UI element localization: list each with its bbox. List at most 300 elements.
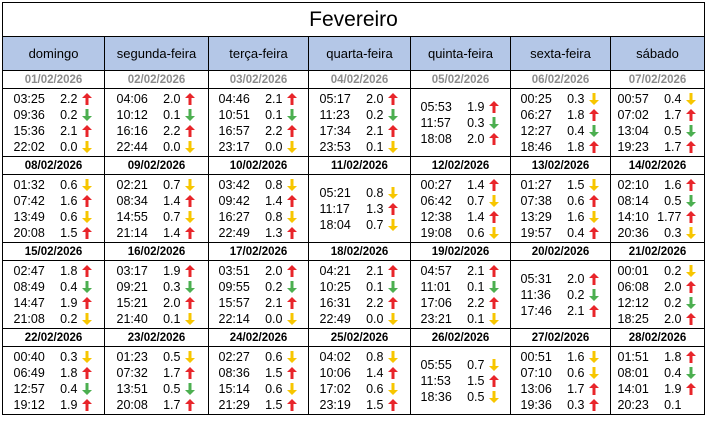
tide-time: 05:31 bbox=[520, 271, 552, 286]
tide-entry bbox=[421, 295, 501, 311]
tide-height: 0.2 bbox=[567, 287, 585, 302]
tide-height: 0.7 bbox=[467, 357, 485, 372]
tide-height: 2.1 bbox=[567, 303, 585, 318]
tide-entry bbox=[117, 91, 197, 107]
tide-time: 22:49 bbox=[218, 225, 250, 240]
arrow-up-icon bbox=[185, 399, 195, 411]
tide-time: 14:47 bbox=[13, 295, 45, 310]
date-label: 23/02/2026 bbox=[105, 329, 209, 347]
tide-entry bbox=[219, 365, 299, 381]
arrow-up-icon bbox=[388, 93, 398, 105]
tide-entry bbox=[521, 349, 601, 365]
tide-height: 1.8 bbox=[567, 139, 585, 154]
arrow-down-icon bbox=[82, 211, 92, 223]
tide-height: 2.0 bbox=[163, 295, 181, 310]
tide-height: 0.6 bbox=[567, 365, 585, 380]
tide-entry bbox=[618, 193, 698, 209]
tide-height: 2.0 bbox=[163, 91, 181, 106]
arrow-up-icon bbox=[287, 93, 297, 105]
tide-height: 2.2 bbox=[60, 91, 78, 106]
tide-entry bbox=[219, 107, 299, 123]
tide-time: 09:21 bbox=[116, 279, 148, 294]
tide-height: 2.0 bbox=[664, 311, 682, 326]
arrow-down-icon bbox=[185, 351, 195, 363]
arrow-down-icon bbox=[185, 281, 195, 293]
tide-time: 04:21 bbox=[319, 263, 351, 278]
tide-time: 18:36 bbox=[420, 389, 452, 404]
tide-entry bbox=[117, 349, 197, 365]
tide-height: 1.8 bbox=[567, 107, 585, 122]
tide-time: 21:29 bbox=[218, 397, 250, 412]
arrow-up-icon bbox=[82, 399, 92, 411]
arrow-up-icon bbox=[388, 297, 398, 309]
tide-list bbox=[521, 349, 601, 413]
tide-entry bbox=[421, 389, 501, 405]
date-label: 25/02/2026 bbox=[309, 329, 411, 347]
tide-height: 1.9 bbox=[163, 263, 181, 278]
tide-entry bbox=[219, 139, 299, 155]
tide-height: 1.8 bbox=[60, 365, 78, 380]
tide-height: 1.6 bbox=[60, 193, 78, 208]
tide-time: 05:55 bbox=[420, 357, 452, 372]
date-label: 01/02/2026 bbox=[3, 71, 105, 89]
tide-time: 07:42 bbox=[13, 193, 45, 208]
tide-time: 08:49 bbox=[13, 279, 45, 294]
tide-time: 23:53 bbox=[319, 139, 351, 154]
tide-entry bbox=[618, 279, 698, 295]
arrow-up-icon bbox=[388, 203, 398, 215]
arrow-down-icon bbox=[287, 211, 297, 223]
arrow-up-icon bbox=[589, 305, 599, 317]
tide-entry bbox=[14, 295, 94, 311]
tide-entry bbox=[421, 115, 501, 131]
tide-entry bbox=[320, 381, 400, 397]
arrow-up-icon bbox=[589, 141, 599, 153]
tide-entry bbox=[521, 123, 601, 139]
tide-time: 18:08 bbox=[420, 131, 452, 146]
tide-list bbox=[521, 177, 601, 241]
tide-height: 2.1 bbox=[366, 263, 384, 278]
date-label: 06/02/2026 bbox=[511, 71, 611, 89]
tide-entry bbox=[320, 185, 400, 201]
tide-list bbox=[521, 271, 601, 319]
tide-height: 0.4 bbox=[567, 123, 585, 138]
arrow-up-icon bbox=[686, 141, 696, 153]
tide-time: 09:36 bbox=[13, 107, 45, 122]
tide-entry bbox=[421, 263, 501, 279]
tide-entry bbox=[117, 381, 197, 397]
tide-entry bbox=[320, 295, 400, 311]
tide-entry bbox=[618, 349, 698, 365]
tide-entry bbox=[421, 99, 501, 115]
arrow-down-icon bbox=[686, 227, 696, 239]
tide-height: 1.9 bbox=[467, 99, 485, 114]
tide-height: 0.5 bbox=[163, 381, 181, 396]
tide-time: 22:49 bbox=[319, 311, 351, 326]
tide-time: 14:01 bbox=[617, 381, 649, 396]
tide-list bbox=[14, 177, 94, 241]
date-label: 15/02/2026 bbox=[3, 243, 105, 261]
weekday-header: terça-feira bbox=[209, 37, 309, 71]
arrow-down-icon bbox=[287, 109, 297, 121]
day-cell bbox=[611, 89, 705, 157]
date-label: 07/02/2026 bbox=[611, 71, 705, 89]
arrow-up-icon bbox=[185, 297, 195, 309]
arrow-up-icon bbox=[589, 399, 599, 411]
tide-height: 0.1 bbox=[366, 139, 384, 154]
tide-time: 17:06 bbox=[420, 295, 452, 310]
day-cell bbox=[411, 175, 511, 243]
tide-entry bbox=[618, 263, 698, 279]
arrow-up-icon bbox=[185, 125, 195, 137]
arrow-up-icon bbox=[82, 125, 92, 137]
arrow-down-icon bbox=[489, 195, 499, 207]
arrow-down-icon bbox=[388, 109, 398, 121]
tide-height: 1.4 bbox=[163, 225, 181, 240]
day-cell bbox=[3, 347, 105, 415]
tide-entry bbox=[219, 193, 299, 209]
tide-calendar bbox=[2, 2, 704, 415]
tide-entry bbox=[219, 397, 299, 413]
tide-time: 08:34 bbox=[116, 193, 148, 208]
tide-height: 2.2 bbox=[467, 295, 485, 310]
arrow-down-icon bbox=[686, 195, 696, 207]
tide-entry bbox=[320, 365, 400, 381]
tide-entry bbox=[219, 177, 299, 193]
tide-entry bbox=[521, 209, 601, 225]
tide-entry bbox=[618, 225, 698, 241]
tide-time: 23:19 bbox=[319, 397, 351, 412]
tide-list bbox=[117, 177, 197, 241]
tide-entry bbox=[219, 263, 299, 279]
day-cell bbox=[209, 175, 309, 243]
day-cell bbox=[3, 175, 105, 243]
arrow-down-icon bbox=[686, 297, 696, 309]
weekday-header: sexta-feira bbox=[511, 37, 611, 71]
tide-list bbox=[320, 91, 400, 155]
tide-height: 0.2 bbox=[664, 263, 682, 278]
arrow-up-icon bbox=[489, 265, 499, 277]
tide-height: 1.8 bbox=[60, 263, 78, 278]
tide-time: 16:27 bbox=[218, 209, 250, 224]
date-label: 13/02/2026 bbox=[511, 157, 611, 175]
tide-height: 0.6 bbox=[567, 193, 585, 208]
tide-height: 0.5 bbox=[163, 349, 181, 364]
day-cell bbox=[411, 347, 511, 415]
tide-entry bbox=[219, 209, 299, 225]
tide-list bbox=[117, 349, 197, 413]
tide-time: 15:36 bbox=[13, 123, 45, 138]
tide-entry bbox=[618, 123, 698, 139]
arrow-down-icon bbox=[185, 179, 195, 191]
tide-table bbox=[2, 2, 705, 415]
date-label: 26/02/2026 bbox=[411, 329, 511, 347]
arrow-up-icon bbox=[388, 265, 398, 277]
tide-height: 0.1 bbox=[265, 107, 283, 122]
date-label: 24/02/2026 bbox=[209, 329, 309, 347]
tide-entry bbox=[14, 263, 94, 279]
tide-height: 0.1 bbox=[664, 397, 682, 412]
arrow-up-icon bbox=[489, 133, 499, 145]
tide-time: 05:53 bbox=[420, 99, 452, 114]
arrow-up-icon bbox=[82, 227, 92, 239]
arrow-up-icon bbox=[287, 399, 297, 411]
tide-height: 2.0 bbox=[467, 131, 485, 146]
tide-height: 0.8 bbox=[265, 209, 283, 224]
tide-time: 15:14 bbox=[218, 381, 250, 396]
tide-height: 0.4 bbox=[664, 365, 682, 380]
tide-time: 16:16 bbox=[116, 123, 148, 138]
tide-entry bbox=[320, 263, 400, 279]
arrow-up-icon bbox=[686, 211, 696, 223]
tide-height: 1.6 bbox=[567, 349, 585, 364]
tide-entry bbox=[320, 397, 400, 413]
tide-entry bbox=[320, 279, 400, 295]
tide-time: 22:44 bbox=[116, 139, 148, 154]
tide-entry bbox=[117, 397, 197, 413]
arrow-up-icon bbox=[489, 179, 499, 191]
tide-time: 20:36 bbox=[617, 225, 649, 240]
tide-entry bbox=[618, 209, 698, 225]
date-label: 04/02/2026 bbox=[309, 71, 411, 89]
arrow-up-icon bbox=[287, 195, 297, 207]
tide-height: 0.4 bbox=[60, 279, 78, 294]
tide-time: 04:06 bbox=[116, 91, 148, 106]
arrow-up-icon bbox=[82, 93, 92, 105]
tide-height: 0.2 bbox=[60, 107, 78, 122]
tide-entry bbox=[421, 193, 501, 209]
date-label: 18/02/2026 bbox=[309, 243, 411, 261]
tide-time: 22:14 bbox=[218, 311, 250, 326]
arrow-down-icon bbox=[185, 211, 195, 223]
arrow-down-icon bbox=[686, 93, 696, 105]
tide-time: 02:47 bbox=[13, 263, 45, 278]
tide-time: 00:40 bbox=[13, 349, 45, 364]
tide-height: 0.0 bbox=[265, 139, 283, 154]
tide-entry bbox=[320, 349, 400, 365]
tide-entry bbox=[320, 91, 400, 107]
arrow-down-icon bbox=[489, 227, 499, 239]
tide-entry bbox=[521, 397, 601, 413]
tide-entry bbox=[14, 349, 94, 365]
day-cell bbox=[209, 347, 309, 415]
tide-height: 0.3 bbox=[60, 349, 78, 364]
tide-entry bbox=[618, 91, 698, 107]
tide-height: 0.4 bbox=[60, 381, 78, 396]
tide-height: 1.4 bbox=[366, 365, 384, 380]
arrow-up-icon bbox=[489, 211, 499, 223]
day-cell bbox=[105, 261, 209, 329]
tide-time: 19:57 bbox=[520, 225, 552, 240]
tide-entry bbox=[618, 295, 698, 311]
arrow-down-icon bbox=[589, 289, 599, 301]
tide-entry bbox=[421, 131, 501, 147]
tide-time: 18:46 bbox=[520, 139, 552, 154]
tide-time: 10:12 bbox=[116, 107, 148, 122]
tide-time: 19:23 bbox=[617, 139, 649, 154]
tide-time: 21:40 bbox=[116, 311, 148, 326]
tide-time: 00:27 bbox=[420, 177, 452, 192]
date-label: 03/02/2026 bbox=[209, 71, 309, 89]
tide-entry bbox=[521, 271, 601, 287]
tide-time: 02:27 bbox=[218, 349, 250, 364]
date-label: 19/02/2026 bbox=[411, 243, 511, 261]
arrow-up-icon bbox=[287, 367, 297, 379]
tide-height: 1.5 bbox=[265, 365, 283, 380]
tide-height: 0.1 bbox=[467, 311, 485, 326]
tide-entry bbox=[117, 107, 197, 123]
arrow-up-icon bbox=[388, 367, 398, 379]
tide-list bbox=[14, 91, 94, 155]
tide-height: 0.8 bbox=[366, 185, 384, 200]
day-cell bbox=[611, 347, 705, 415]
tide-height: 0.7 bbox=[467, 193, 485, 208]
tide-entry bbox=[521, 381, 601, 397]
tide-time: 13:29 bbox=[520, 209, 552, 224]
tide-height: 1.5 bbox=[366, 397, 384, 412]
day-cell bbox=[209, 89, 309, 157]
tide-entry bbox=[117, 177, 197, 193]
tide-entry bbox=[618, 311, 698, 327]
tide-list bbox=[117, 263, 197, 327]
arrow-down-icon bbox=[489, 313, 499, 325]
tide-entry bbox=[117, 123, 197, 139]
tide-time: 12:38 bbox=[420, 209, 452, 224]
tide-entry bbox=[320, 201, 400, 217]
tide-height: 2.0 bbox=[664, 279, 682, 294]
tide-entry bbox=[14, 225, 94, 241]
tide-time: 07:32 bbox=[116, 365, 148, 380]
tide-time: 14:10 bbox=[617, 209, 649, 224]
tide-entry bbox=[618, 365, 698, 381]
date-label: 16/02/2026 bbox=[105, 243, 209, 261]
arrow-up-icon bbox=[185, 195, 195, 207]
tide-height: 0.3 bbox=[467, 115, 485, 130]
tide-height: 0.0 bbox=[265, 311, 283, 326]
tide-list bbox=[320, 263, 400, 327]
day-cell bbox=[3, 89, 105, 157]
tide-entry bbox=[117, 279, 197, 295]
tide-entry bbox=[521, 193, 601, 209]
tide-entry bbox=[14, 193, 94, 209]
tide-height: 0.5 bbox=[467, 389, 485, 404]
tide-entry bbox=[219, 295, 299, 311]
tide-height: 0.3 bbox=[567, 397, 585, 412]
day-cell bbox=[209, 261, 309, 329]
tide-time: 18:25 bbox=[617, 311, 649, 326]
tide-time: 11:01 bbox=[420, 279, 451, 294]
tide-height: 0.5 bbox=[664, 193, 682, 208]
tide-height: 1.7 bbox=[163, 397, 181, 412]
tide-height: 1.7 bbox=[664, 139, 682, 154]
arrow-up-icon bbox=[686, 109, 696, 121]
tide-entry bbox=[521, 303, 601, 319]
tide-height: 1.5 bbox=[467, 373, 485, 388]
tide-entry bbox=[421, 279, 501, 295]
tide-time: 00:57 bbox=[617, 91, 649, 106]
date-label: 22/02/2026 bbox=[3, 329, 105, 347]
tide-time: 02:21 bbox=[116, 177, 148, 192]
tide-time: 11:17 bbox=[319, 201, 350, 216]
tide-height: 1.9 bbox=[664, 381, 682, 396]
tide-height: 0.7 bbox=[163, 209, 181, 224]
tide-entry bbox=[320, 139, 400, 155]
tide-entry bbox=[14, 381, 94, 397]
tide-height: 0.8 bbox=[366, 349, 384, 364]
tide-entry bbox=[618, 139, 698, 155]
arrow-up-icon bbox=[686, 313, 696, 325]
day-cell bbox=[411, 89, 511, 157]
arrow-up-icon bbox=[489, 375, 499, 387]
arrow-up-icon bbox=[82, 265, 92, 277]
tide-time: 00:51 bbox=[520, 349, 552, 364]
tide-time: 07:02 bbox=[617, 107, 649, 122]
arrow-down-icon bbox=[489, 359, 499, 371]
tide-time: 13:51 bbox=[116, 381, 148, 396]
tide-list bbox=[618, 177, 698, 241]
tide-time: 13:49 bbox=[13, 209, 45, 224]
arrow-down-icon bbox=[489, 281, 499, 293]
tide-height: 2.1 bbox=[60, 123, 78, 138]
tide-time: 03:51 bbox=[218, 263, 250, 278]
tide-height: 0.2 bbox=[664, 295, 682, 310]
date-label: 05/02/2026 bbox=[411, 71, 511, 89]
tide-height: 2.0 bbox=[265, 263, 283, 278]
tide-entry bbox=[421, 373, 501, 389]
tide-height: 2.2 bbox=[366, 295, 384, 310]
tide-entry bbox=[14, 279, 94, 295]
tide-entry bbox=[219, 381, 299, 397]
tide-entry bbox=[117, 311, 197, 327]
tide-time: 11:57 bbox=[420, 115, 451, 130]
tide-list bbox=[219, 263, 299, 327]
tide-height: 1.3 bbox=[265, 225, 283, 240]
arrow-down-icon bbox=[589, 93, 599, 105]
arrow-down-icon bbox=[388, 313, 398, 325]
date-row bbox=[3, 71, 705, 89]
tide-entry bbox=[219, 225, 299, 241]
tide-time: 03:25 bbox=[13, 91, 45, 106]
tide-time: 21:08 bbox=[13, 311, 45, 326]
arrow-up-icon bbox=[185, 93, 195, 105]
tide-entry bbox=[14, 123, 94, 139]
arrow-up-icon bbox=[185, 265, 195, 277]
day-cell bbox=[309, 175, 411, 243]
arrow-down-icon bbox=[489, 117, 499, 129]
day-cell bbox=[105, 175, 209, 243]
tide-entry bbox=[521, 287, 601, 303]
day-cell bbox=[511, 261, 611, 329]
date-label: 11/02/2026 bbox=[309, 157, 411, 175]
tide-time: 01:27 bbox=[520, 177, 552, 192]
month-title: Fevereiro bbox=[3, 3, 705, 37]
arrow-down-icon bbox=[82, 351, 92, 363]
tide-list bbox=[219, 91, 299, 155]
tide-time: 20:08 bbox=[116, 397, 148, 412]
arrow-down-icon bbox=[489, 391, 499, 403]
arrow-down-icon bbox=[589, 351, 599, 363]
arrow-down-icon bbox=[82, 281, 92, 293]
arrow-down-icon bbox=[82, 141, 92, 153]
arrow-up-icon bbox=[287, 265, 297, 277]
weekday-header: segunda-feira bbox=[105, 37, 209, 71]
tide-height: 1.6 bbox=[567, 209, 585, 224]
date-label: 28/02/2026 bbox=[611, 329, 705, 347]
arrow-down-icon bbox=[388, 187, 398, 199]
tide-height: 0.4 bbox=[664, 91, 682, 106]
tide-height: 0.5 bbox=[664, 123, 682, 138]
tide-entry bbox=[14, 139, 94, 155]
